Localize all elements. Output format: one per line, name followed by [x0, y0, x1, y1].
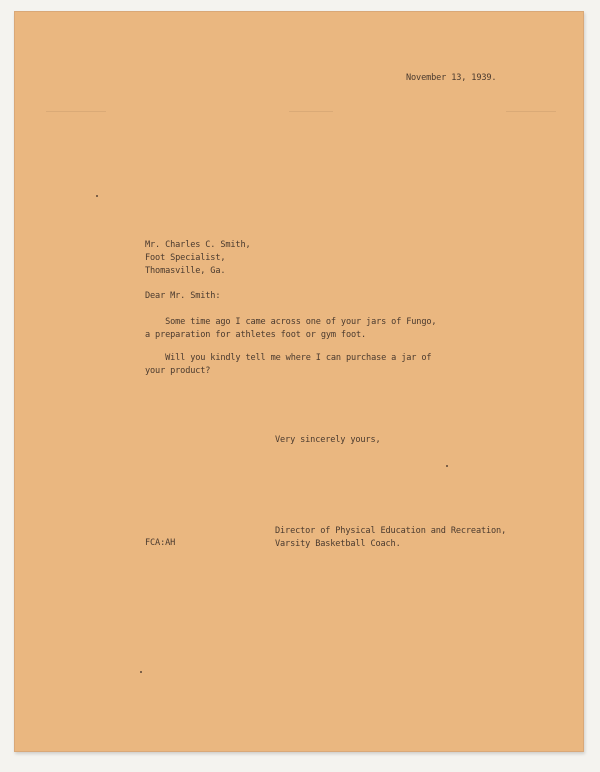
- paper-speck: [446, 465, 448, 467]
- address-line: Mr. Charles C. Smith,: [145, 240, 251, 250]
- body-line: a preparation for athletes foot or gym foot.: [145, 329, 367, 340]
- recipient-address: [145, 239, 251, 277]
- paper-speck: [140, 671, 142, 673]
- body-paragraph-1: [145, 316, 436, 342]
- signature-line: Varsity Basketball Coach.: [275, 538, 401, 549]
- paper-speck: [96, 195, 98, 197]
- salutation: Dear Mr. Smith:: [145, 291, 221, 301]
- body-line: your product?: [145, 365, 211, 376]
- complimentary-close: Very sincerely yours,: [275, 435, 381, 445]
- signature-line: Director of Physical Education and Recreation,: [275, 526, 507, 536]
- reference-initials: FCA:AH: [145, 538, 176, 548]
- faint-mark: [46, 111, 106, 112]
- body-line: Some time ago I came across one of your jars of Fungo,: [145, 317, 437, 327]
- address-line: Foot Specialist,: [145, 252, 226, 263]
- letter-sheet: [14, 11, 584, 752]
- address-line: Thomasville, Ga.: [145, 265, 226, 276]
- signature-block: [275, 525, 506, 551]
- faint-mark: [289, 111, 333, 112]
- faint-mark: [506, 111, 556, 112]
- letter-date: November 13, 1939.: [406, 73, 497, 83]
- body-paragraph-2: [145, 352, 431, 378]
- body-line: Will you kindly tell me where I can purchase a jar of: [145, 353, 432, 363]
